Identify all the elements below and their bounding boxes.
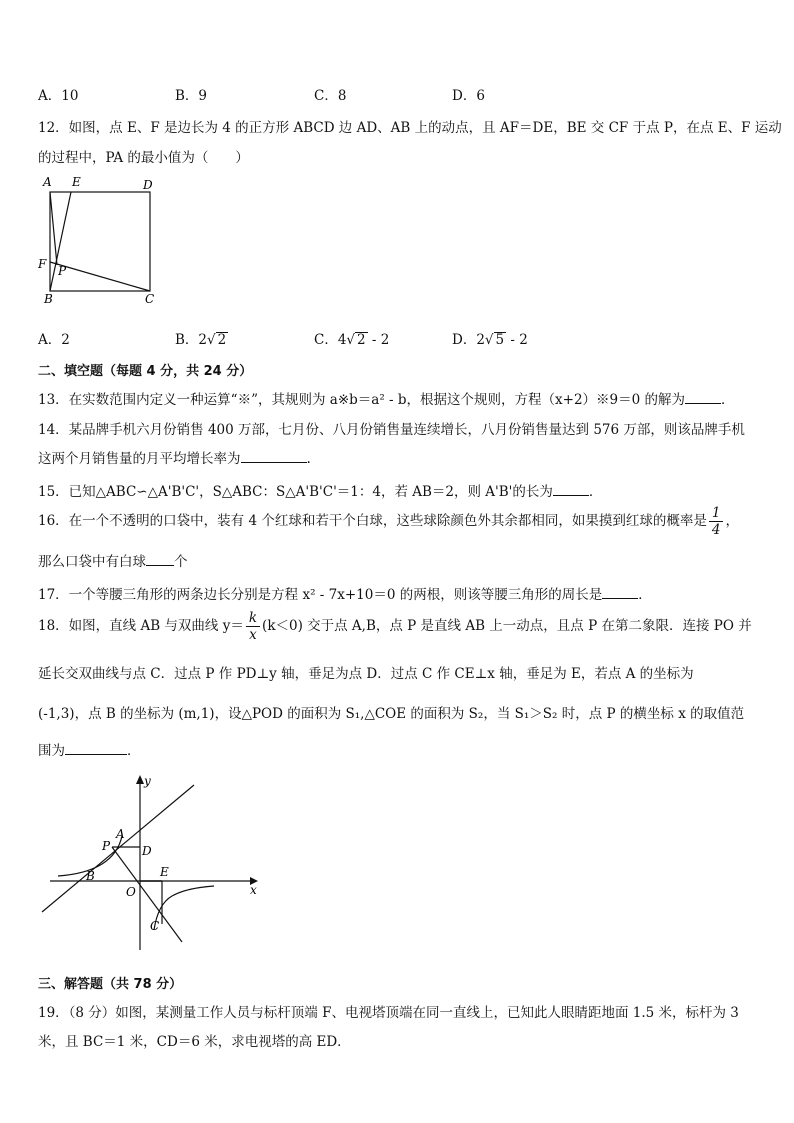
q17-end: ． xyxy=(638,587,652,603)
q12-option-b-prefix: B．2 xyxy=(175,332,208,348)
label-b: B xyxy=(44,292,53,306)
q14-text-body: 这两个月销售量的月平均增长率为 xyxy=(38,451,241,467)
q12-option-c-prefix: C．4 xyxy=(314,332,347,348)
fraction-denominator: 4 xyxy=(711,522,721,538)
q16-text-line2 xyxy=(38,550,188,570)
section2-title: 二、填空题（每题 4 分，共 24 分） xyxy=(38,364,253,379)
q17-text xyxy=(38,583,652,603)
line-pc xyxy=(112,847,182,942)
q12-option-d-prefix: D．2 xyxy=(452,332,485,348)
q19-text-line1: 19．（8 分）如图，某测量工作人员与标杆顶端 F、电视塔顶端在同一直线上，已知此人眼睛距地面 1.5 米，标杆为 3 xyxy=(38,1005,739,1021)
q14-text-line1: 14．某品牌手机六月份销售 400 万部，七月份、八月份销售量连续增长，八月份销售量达到 576 万部，则该品牌手机 xyxy=(38,422,745,438)
q18-text-line2: 延长交双曲线与点 C．过点 P 作 PD⊥y 轴，垂足为点 D．过点 C 作 CE⊥x 轴，垂足为 E，若点 A 的坐标为 xyxy=(38,666,694,682)
sqrt-sign: √ xyxy=(207,332,216,348)
label-e: E xyxy=(160,865,169,879)
label-o: O xyxy=(126,885,136,899)
label-d: D xyxy=(143,178,153,192)
hyperbola-branch-4 xyxy=(154,886,214,930)
q12-option-c-suffix: - 2 xyxy=(367,332,390,348)
label-b: B xyxy=(86,869,95,883)
answer-blank xyxy=(146,553,174,566)
q12-option-d-suffix: - 2 xyxy=(506,332,528,348)
q11-option-c: C．8 xyxy=(314,88,347,104)
q18-end: ． xyxy=(127,743,141,759)
q13-text xyxy=(38,388,735,408)
q16-text-line1 xyxy=(38,505,739,538)
segment-pa xyxy=(50,192,57,265)
label-p: P xyxy=(102,839,111,853)
q17-text-body: 17．一个等腰三角形的两条边长分别是方程 x² - 7x+10＝0 的两根，则该等腰三角形的周长是 xyxy=(38,587,603,603)
q15-text-body: 15．已知△ABC∽△A'B'C'，S△ABC：S△A'B'C'＝1：4，若 AB＝2，则 A'B'的长为 xyxy=(38,484,553,500)
q12-option-d-radicand: 5 xyxy=(495,332,505,348)
label-c: C xyxy=(150,919,160,933)
sqrt-sign: √ xyxy=(346,332,356,348)
q14-end: . xyxy=(306,451,311,467)
answer-blank xyxy=(553,483,589,496)
q12-option-a: A．2 xyxy=(38,332,70,348)
label-a: A xyxy=(43,175,52,189)
fraction-numerator: k xyxy=(246,610,260,627)
y-axis-arrow xyxy=(136,775,144,784)
q12-option-b-radicand: 2 xyxy=(217,332,227,348)
label-p: P xyxy=(58,264,67,278)
q18-coordinate-figure xyxy=(36,770,266,955)
q11-option-b: B．9 xyxy=(175,88,208,104)
q11-option-a: A．10 xyxy=(38,88,79,104)
q11-option-d: D．6 xyxy=(452,88,485,104)
q13-end: ． xyxy=(721,392,735,408)
fraction-numerator: 1 xyxy=(709,505,724,522)
label-y: y xyxy=(144,774,151,788)
answer-blank xyxy=(241,450,307,463)
answer-blank xyxy=(65,742,127,755)
q18-text-body4: 围为 xyxy=(38,743,65,759)
label-a: A xyxy=(116,827,125,841)
q15-end: ． xyxy=(588,484,603,500)
probability-fraction xyxy=(709,505,724,538)
q12-text-line1: 12．如图，点 E、F 是边长为 4 的正方形 ABCD 边 AD、AB 上的动点，且 AF＝DE，BE 交 CF 于点 P，在点 E、F 运动 xyxy=(38,120,782,136)
q16-line1-end: ， xyxy=(725,513,739,529)
q19-text-line2: 米，且 BC＝1 米，CD＝6 米，求电视塔的高 ED． xyxy=(38,1034,351,1050)
q12-option-d xyxy=(452,328,528,348)
fraction-denominator: x xyxy=(249,627,257,643)
hyperbola-fraction xyxy=(246,610,260,643)
q18-text-body-b: (k＜0) 交于点 A,B，点 P 是直线 AB 上一动点，且点 P 在第二象限．连接 PO 并 xyxy=(262,618,752,634)
q16-line2-end: 个 xyxy=(174,554,188,570)
sqrt-sign: √ xyxy=(484,332,494,348)
section3-title: 三、解答题（共 78 分） xyxy=(38,977,183,992)
q18-text-line1 xyxy=(38,610,752,643)
q12-text-line2: 的过程中，PA 的最小值为（ ） xyxy=(38,150,249,166)
q18-text-body-a: 18．如图，直线 AB 与双曲线 y＝ xyxy=(38,618,244,634)
q12-square-figure xyxy=(30,172,170,308)
q18-text-line3: (-1,3)，点 B 的坐标为 (m,1)，设△POD 的面积为 S₁,△COE 的面积为 S₂，当 S₁＞S₂ 时，点 P 的横坐标 x 的取值范 xyxy=(38,706,745,722)
q18-text-line4 xyxy=(38,739,141,759)
q16-text-body2: 那么口袋中有白球 xyxy=(38,554,146,570)
q12-option-b xyxy=(175,328,228,348)
label-c: C xyxy=(145,292,155,306)
label-f: F xyxy=(38,257,47,271)
label-d: D xyxy=(142,844,152,858)
answer-blank xyxy=(685,391,721,404)
q16-text-body: 16．在一个不透明的口袋中，装有 4 个红球和若干个白球，这些球除颜色外其余都相同，如果摸到红球的概率是 xyxy=(38,513,707,529)
q13-text-body: 13．在实数范围内定义一种运算“※”，其规则为 a※b＝a² - b，根据这个规则，方程（x+2）※9＝0 的解为 xyxy=(38,392,686,408)
label-e: E xyxy=(72,175,81,189)
q12-option-c xyxy=(314,328,389,348)
line-ab xyxy=(42,785,194,912)
label-x: x xyxy=(250,883,257,897)
answer-blank xyxy=(602,586,638,599)
q12-option-c-radicand: 2 xyxy=(357,332,366,348)
q15-text xyxy=(38,480,602,500)
q14-text-line2 xyxy=(38,447,311,467)
